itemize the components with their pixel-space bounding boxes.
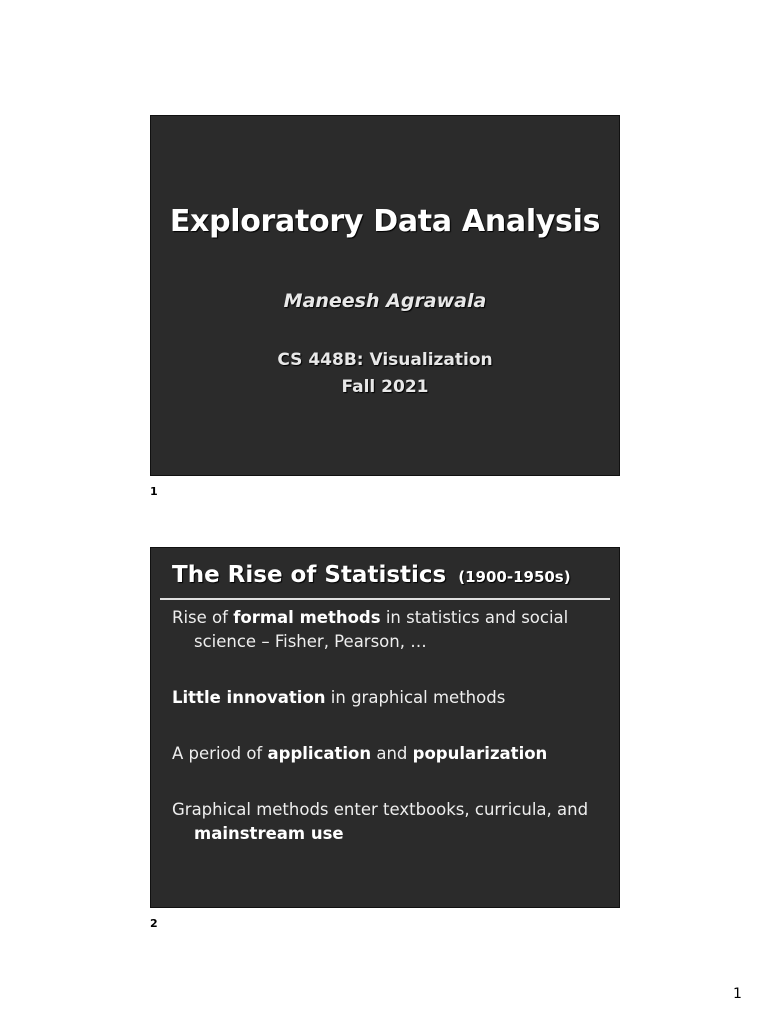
bullet-text: Graphical methods enter textbooks, curricula, and <box>172 800 589 819</box>
slide-1-author: Maneesh Agrawala <box>283 290 487 312</box>
bullet-emphasis: Little innovation <box>172 688 326 707</box>
bullet-item <box>172 606 607 654</box>
bullet-text: and <box>371 744 413 763</box>
bullet-text: in statistics and social science – Fisher, Pearson, … <box>194 608 569 651</box>
slide-2-title-years: (1900-1950s) <box>458 568 571 586</box>
slide-2-number: 2 <box>150 917 158 930</box>
slide-2-title <box>172 562 571 588</box>
bullet-emphasis: popularization <box>412 744 548 763</box>
slide-2 <box>150 547 620 908</box>
bullet-item <box>172 742 607 766</box>
page-number: 1 <box>733 986 742 1002</box>
bullet-emphasis: application <box>267 744 372 763</box>
bullet-emphasis: formal methods <box>233 608 381 627</box>
slide-1-number: 1 <box>150 485 158 498</box>
bullet-item <box>172 798 607 846</box>
bullet-text: Rise of <box>172 608 234 627</box>
slide-1-title: Exploratory Data Analysis <box>169 204 601 239</box>
slide-1 <box>150 115 620 476</box>
title-divider <box>160 598 610 600</box>
bullet-text: in graphical methods <box>325 688 506 707</box>
bullet-list <box>172 606 607 878</box>
bullet-item <box>172 686 607 710</box>
slide-1-course: CS 448B: Visualization <box>277 350 493 370</box>
bullet-emphasis: mainstream use <box>194 824 344 843</box>
bullet-text: A period of <box>172 744 268 763</box>
slide-2-title-text: The Rise of Statistics <box>172 562 447 588</box>
slide-1-term: Fall 2021 <box>341 377 429 397</box>
